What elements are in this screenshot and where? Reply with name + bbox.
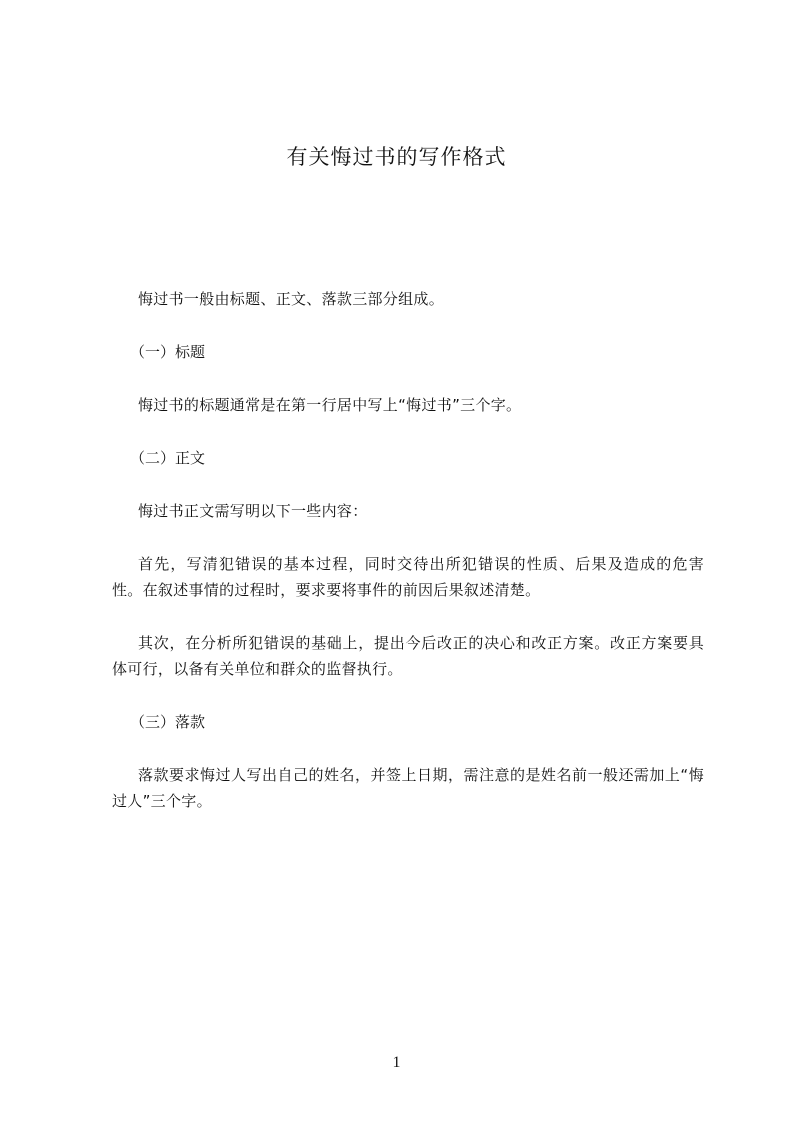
section-heading-title: （一）标题 — [130, 343, 206, 361]
document-body — [112, 286, 704, 841]
section-heading-signature: （三）落款 — [130, 713, 206, 731]
section-heading-body: （二）正文 — [130, 449, 206, 467]
body-intro-paragraph: 悔过书正文需写明以下一些内容： — [138, 502, 368, 520]
page-number: 1 — [392, 1054, 401, 1071]
document-title: 有关悔过书的写作格式 — [286, 145, 507, 169]
body-first-paragraph: 首先，写清犯错误的基本过程，同时交待出所犯错误的性质、后果及造成的危害性。在叙述事情的过程时，要求要将事件的前因后果叙述清楚。 — [112, 555, 704, 599]
body-second-paragraph: 其次，在分析所犯错误的基础上，提出今后改正的决心和改正方案。改正方案要具体可行，以备有关单位和群众的监督执行。 — [112, 634, 704, 678]
signature-paragraph: 落款要求悔过人写出自己的姓名，并签上日期，需注意的是姓名前一般还需加上“悔过人”三个字。 — [112, 766, 704, 810]
intro-paragraph: 悔过书一般由标题、正文、落款三部分组成。 — [138, 290, 445, 308]
title-paragraph: 悔过书的标题通常是在第一行居中写上“悔过书”三个字。 — [138, 396, 522, 414]
